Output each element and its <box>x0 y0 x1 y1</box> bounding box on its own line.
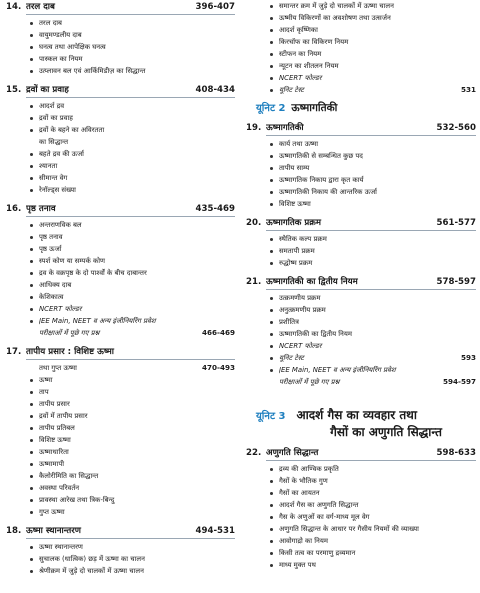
chapter-number: 16. <box>6 204 22 214</box>
topic-page-range: 531 <box>460 85 476 94</box>
topic-item <box>246 138 476 150</box>
topic-item <box>246 559 476 571</box>
topic-item <box>246 463 476 475</box>
topic-item <box>246 60 476 72</box>
chapter-number: 15. <box>6 85 22 95</box>
unit-2-heading <box>256 100 476 115</box>
chapter-page-range: 561-577 <box>436 218 476 228</box>
chapter-block <box>6 83 235 202</box>
topic-item <box>6 541 235 553</box>
topic-text: समान्तर क्रम में जुड़े दो चालकों में ऊष्मा चालन <box>279 2 394 10</box>
topic-text: ऊष्मा <box>39 376 53 384</box>
topic-item <box>6 446 235 458</box>
chapter-title: अणुगति सिद्धान्त <box>266 448 319 458</box>
chapter-number: 20. <box>246 218 262 228</box>
topic-text: गैस के अणुओं का वर्ग-माध्य मूल वेग <box>279 513 370 521</box>
topic-item <box>246 535 476 547</box>
chapter-page-range: 578-597 <box>436 277 476 287</box>
topic-item <box>6 53 235 65</box>
topic-page-range: 593 <box>460 353 476 362</box>
topic-item <box>246 162 476 174</box>
topic-text: अन्तराणविक बल <box>39 221 82 229</box>
topic-item <box>246 245 476 257</box>
chapter-number: 19. <box>246 123 262 133</box>
topic-item <box>6 267 235 279</box>
chapter-number: 21. <box>246 277 262 287</box>
unit-3-title-line1: आदर्श गैस का व्यवहार तथा <box>296 408 417 422</box>
unit-2-chapters <box>246 121 476 394</box>
topic-item <box>246 84 476 96</box>
topic-item <box>246 186 476 198</box>
topic-item <box>246 487 476 499</box>
topic-text: आवोगाद्रो का नियम <box>279 537 328 545</box>
chapter-block <box>246 216 476 275</box>
topic-item <box>6 172 235 184</box>
topic-item <box>6 184 235 196</box>
topic-item <box>6 422 235 434</box>
topic-item <box>6 386 235 398</box>
topic-text: विशिष्ट ऊष्मा <box>279 200 311 208</box>
topic-item <box>6 100 235 112</box>
topic-item <box>246 376 476 388</box>
topic-text: NCERT फोल्डर <box>279 342 322 350</box>
topic-page-range: 594-597 <box>443 377 476 386</box>
topic-text: किरचॉफ का विकिरण नियम <box>279 38 349 46</box>
topic-text: तापीय साम्य <box>279 164 310 172</box>
topic-text: ऊष्मागतिकी निकाय की आन्तरिक ऊर्जा <box>279 188 377 196</box>
topic-text: पृष्ठ ऊर्जा <box>39 245 62 253</box>
topic-text: द्रवों के बहने का अविरतता <box>39 126 105 134</box>
topic-text: पृष्ठ तनाव <box>39 233 63 241</box>
topic-item <box>246 150 476 162</box>
chapter-block <box>6 202 235 345</box>
topic-text: परीक्षाओं में पूछे गए प्रश्न <box>279 378 340 386</box>
topic-item <box>246 257 476 269</box>
topic-text: स्पर्श कोण या सम्पर्क कोण <box>39 257 106 265</box>
topic-item <box>6 112 235 124</box>
chapter-heading[interactable] <box>246 275 476 289</box>
topic-item <box>6 482 235 494</box>
topic-text: अनुत्क्रमणीय प्रक्रम <box>279 306 326 314</box>
topic-text: समतापी प्रक्रम <box>279 247 315 255</box>
unit-3-tag: यूनिट 3 <box>256 411 286 422</box>
topic-text: यूनिट टेस्ट <box>279 354 304 362</box>
topic-text: द्रवों का प्रवाह <box>39 114 73 122</box>
topic-item <box>6 398 235 410</box>
topic-item <box>246 0 476 12</box>
topic-text: अवस्था परिवर्तन <box>39 484 80 492</box>
topic-item <box>6 255 235 267</box>
topic-text: आदर्श द्रव <box>39 102 65 110</box>
chapter-block <box>246 446 476 577</box>
topic-item <box>246 328 476 340</box>
unit-3-heading <box>256 404 476 440</box>
topic-text: आदर्श गैस का अणुगति सिद्धान्त <box>279 501 359 509</box>
topic-item <box>6 231 235 243</box>
topic-text: घनत्व तथा आपेक्षिक घनत्व <box>39 43 106 51</box>
chapter-page-range: 598-633 <box>436 448 476 458</box>
chapter-title: तरल दाब <box>26 2 55 12</box>
chapter-page-range: 435-469 <box>195 204 235 214</box>
topic-text: JEE Main, NEET व अन्य इंजीनियरिंग प्रवेश <box>39 317 156 325</box>
topic-text: प्रावस्था आरेख तथा त्रिक-बिन्दु <box>39 496 115 504</box>
chapter-title: ऊष्मागतिकी का द्वितीय नियम <box>266 277 358 287</box>
topic-text: NCERT फोल्डर <box>279 74 322 82</box>
topic-text: रेनॉल्ड्स संख्या <box>39 186 76 194</box>
topic-text: विशिष्ट ऊष्मा <box>39 436 71 444</box>
topic-text: रुद्धोष्म प्रक्रम <box>279 259 313 267</box>
topic-text: पास्कल का नियम <box>39 55 83 63</box>
topic-item <box>6 243 235 255</box>
topic-item <box>6 553 235 565</box>
topic-item <box>6 315 235 327</box>
topic-text: न्यूटन का शीतलन नियम <box>279 62 339 70</box>
topic-text: तापीय प्रसार <box>39 400 70 408</box>
topic-text: स्थैतिक कल्प प्रक्रम <box>279 235 327 243</box>
chapter-number: 14. <box>6 2 22 12</box>
chapter-heading[interactable] <box>6 524 235 538</box>
topic-item <box>6 124 235 136</box>
chapter-page-range: 408-434 <box>195 85 235 95</box>
chapter-title: ऊष्मागतिक प्रक्रम <box>266 218 322 228</box>
topic-item <box>6 160 235 172</box>
topic-text: ऊष्मागतिक निकाय द्वारा कृत कार्य <box>279 176 364 184</box>
topic-item <box>6 327 235 339</box>
topic-text: ऊष्मा स्थानान्तरण <box>39 543 83 551</box>
chapter-page-range: 494-531 <box>195 526 235 536</box>
topic-text: किसी तत्व का परमाणु द्रव्यमान <box>279 549 356 557</box>
chapter-heading[interactable] <box>246 446 476 460</box>
chapter-divider <box>266 135 476 136</box>
chapter-heading[interactable] <box>6 345 235 359</box>
topic-text: कार्य तथा ऊष्मा <box>279 140 319 148</box>
unit-2-tag: यूनिट 2 <box>256 103 286 114</box>
topic-text: बहते द्रव की ऊर्जा <box>39 150 84 158</box>
topic-text: गैसों के भौतिक गुण <box>279 477 328 485</box>
topic-text: ऊष्मागतिकी का द्वितीय नियम <box>279 330 352 338</box>
topic-text: सुचालक (धात्विक) छड़ में ऊष्मा का चालन <box>39 555 145 563</box>
topic-item <box>246 304 476 316</box>
chapter-heading[interactable] <box>6 83 235 97</box>
topic-item <box>246 198 476 210</box>
topic-text: अणुगति सिद्धान्त के आधार पर गैसीय नियमों की व्याख्या <box>279 525 419 533</box>
topic-text: सीमान्त वेग <box>39 174 68 182</box>
topic-item <box>6 410 235 422</box>
chapter-block <box>6 345 235 524</box>
chapter-title: पृष्ठ तनाव <box>26 204 56 214</box>
topic-item <box>6 219 235 231</box>
topic-text: तापीय प्रतिबल <box>39 424 75 432</box>
chapter-18-continued <box>246 0 476 96</box>
topic-item <box>6 148 235 160</box>
chapter-divider <box>26 14 235 15</box>
chapter-title: ऊष्मागतिकी <box>266 123 304 133</box>
chapter-heading[interactable] <box>246 121 476 135</box>
topic-text: माध्य मुक्त पथ <box>279 561 316 569</box>
topic-text: उत्क्रमणीय प्रक्रम <box>279 294 321 302</box>
chapter-heading[interactable] <box>6 0 235 14</box>
chapter-number: 22. <box>246 448 262 458</box>
topic-item <box>6 279 235 291</box>
chapter-heading[interactable] <box>246 216 476 230</box>
topic-item <box>6 434 235 446</box>
topic-item <box>6 291 235 303</box>
chapter-divider <box>26 216 235 217</box>
topic-text: स्टीफन का नियम <box>279 50 322 58</box>
topic-item <box>246 511 476 523</box>
topic-text: ऊष्माधारिता <box>39 448 69 456</box>
topic-item <box>246 233 476 245</box>
chapter-divider <box>266 460 476 461</box>
topic-item <box>6 506 235 518</box>
topic-item <box>246 36 476 48</box>
unit-3-title-line2: गैसों का अणुगति सिद्धान्त <box>330 425 442 439</box>
topic-item <box>6 41 235 53</box>
topic-text: गैसों का आयतन <box>279 489 320 497</box>
topic-item <box>6 17 235 29</box>
chapter-divider <box>26 538 235 539</box>
topic-text: यूनिट टेस्ट <box>279 86 304 94</box>
topic-item <box>246 72 476 84</box>
topic-text: तथा गुप्त ऊष्मा <box>39 364 77 372</box>
topic-text: द्रव के वक्रपृष्ठ के दो पार्श्वों के बीच दाबान्तर <box>39 269 147 277</box>
unit-3-chapters <box>246 446 476 577</box>
chapter-divider <box>26 359 235 360</box>
topic-item <box>246 499 476 511</box>
topic-text: केशिकात्व <box>39 293 64 301</box>
topic-item <box>246 352 476 364</box>
chapter-block <box>6 0 235 83</box>
topic-item <box>246 292 476 304</box>
left-column <box>6 0 235 583</box>
topic-item <box>6 65 235 77</box>
chapter-block <box>6 524 235 583</box>
chapter-divider <box>266 289 476 290</box>
topic-text: JEE Main, NEET व अन्य इंजीनियरिंग प्रवेश <box>279 366 396 374</box>
topic-text: श्रेणीक्रम में जुड़े दो चालकों में ऊष्मा चालन <box>39 567 144 575</box>
topic-text: परीक्षाओं में पूछे गए प्रश्न <box>39 329 100 337</box>
topic-item <box>6 458 235 470</box>
right-column <box>246 0 476 577</box>
topic-text: द्रवों में तापीय प्रसार <box>39 412 88 420</box>
topic-item <box>246 24 476 36</box>
topic-item <box>246 364 476 376</box>
topic-text: वायुमण्डलीय दाब <box>39 31 82 39</box>
topic-page-range: 470-493 <box>202 363 235 372</box>
chapter-page-range: 532-560 <box>436 123 476 133</box>
topic-text: आधिक्य दाब <box>39 281 72 289</box>
chapter-heading[interactable] <box>6 202 235 216</box>
topic-item <box>246 174 476 186</box>
chapter-block <box>246 121 476 216</box>
topic-item <box>246 48 476 60</box>
topic-text: ताप <box>39 388 49 396</box>
topic-item <box>6 374 235 386</box>
chapter-title: ऊष्मा स्थानान्तरण <box>26 526 81 536</box>
topic-text: आदर्श कृष्णिका <box>279 26 318 34</box>
topic-item <box>6 494 235 506</box>
topic-text: का सिद्धान्त <box>39 138 69 146</box>
topic-item <box>246 12 476 24</box>
topic-item <box>246 475 476 487</box>
topic-text: ऊष्मामापी <box>39 460 65 468</box>
topic-item <box>246 547 476 559</box>
topic-item <box>6 470 235 482</box>
topic-item <box>246 340 476 352</box>
topic-text: कैलोरीमिति का सिद्धान्त <box>39 472 99 480</box>
topic-item <box>6 303 235 315</box>
chapter-page-range: 396-407 <box>195 2 235 12</box>
topic-item <box>6 362 235 374</box>
topic-text: उत्प्लावन बल एवं आर्किमिडीज़ का सिद्धान्त <box>39 67 146 75</box>
topic-item <box>246 523 476 535</box>
chapter-divider <box>26 97 235 98</box>
topic-text: तरल दाब <box>39 19 62 27</box>
topic-item <box>6 29 235 41</box>
topic-text: गुप्त ऊष्मा <box>39 508 65 516</box>
topic-text: श्यानता <box>39 162 58 170</box>
chapter-title: तापीय प्रसार : विशिष्ट ऊष्मा <box>26 347 114 357</box>
unit-2-title: ऊष्मागतिकी <box>291 102 338 114</box>
topic-text: ऊष्मागतिकी से सम्बन्धित कुछ पद <box>279 152 363 160</box>
topic-text: NCERT फोल्डर <box>39 305 82 313</box>
topic-text: द्रव्य की आण्विक प्रकृति <box>279 465 339 473</box>
topic-item <box>6 136 235 148</box>
topic-text: ऊष्मीय विकिरणों का अवशोषण तथा उत्सर्जन <box>279 14 391 22</box>
chapter-title: द्रवों का प्रवाह <box>26 85 69 95</box>
chapter-divider <box>266 230 476 231</box>
topic-page-range: 466-469 <box>202 328 235 337</box>
topic-item <box>6 565 235 577</box>
chapter-block <box>246 275 476 394</box>
chapter-number: 18. <box>6 526 22 536</box>
chapter-number: 17. <box>6 347 22 357</box>
topic-text: प्रशीतित्र <box>279 318 299 326</box>
topic-item <box>246 316 476 328</box>
